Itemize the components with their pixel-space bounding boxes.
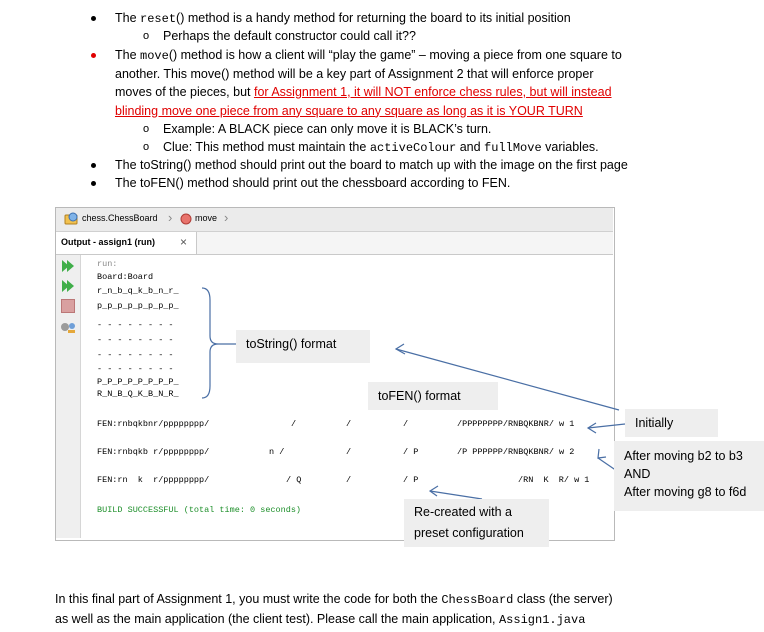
fen-line-b2b3: FEN:rnbqkb r/pppppppp/ (97, 447, 210, 457)
bullet-tofen: The toFEN() method should print out the chessboard according to FEN. (115, 176, 511, 190)
bracket (202, 288, 218, 398)
board-row: - - - - - - - - (97, 364, 174, 374)
fen-line-preset-part: / P (403, 475, 419, 485)
tab-output-label: Output - assign1 (run) (61, 237, 155, 247)
chevron-right-icon: › (168, 210, 173, 225)
fen-line-b2b3-part: /P PPPPPP/RNBQKBNR/ w 2 (457, 447, 575, 457)
footer-line2: as well as the main application (the client test). Please call the main application, Assign1.java (55, 612, 586, 627)
bullet-move-line3: moves of the pieces, but for Assignment 1, it will NOT enforce chess rules, but will instead (115, 85, 612, 99)
callout-initially: Initially (625, 409, 718, 437)
output-run-line: run: (97, 259, 118, 269)
fen-line-initial-part: / (291, 419, 297, 429)
fen-line-preset-part: / (346, 475, 352, 485)
callout-tostring: toString() format (236, 330, 370, 363)
breadcrumb-class[interactable]: chess.ChessBoard (82, 213, 158, 223)
bullet-move-line1: The move() method is how a client will “play the game” – moving a piece from one square to (115, 48, 622, 63)
board-row: p_p_p_p_p_p_p_p_ (97, 301, 179, 311)
board-row: - - - - - - - - (97, 320, 174, 330)
fen-line-initial-part: / (403, 419, 409, 429)
board-row: R_N_B_Q_K_B_N_R_ (97, 389, 179, 399)
board-row: - - - - - - - - (97, 335, 174, 345)
sub-bullet-marker: o (143, 123, 150, 135)
fen-line-b2b3-part: / (346, 447, 352, 457)
fen-line-initial-part: /PPPPPPPP/RNBQKBNR/ w 1 (457, 419, 575, 429)
fen-line-b2b3-part: / P (403, 447, 419, 457)
fen-line-preset-part: / Q (286, 475, 302, 485)
callout-recreated-line2: preset configuration (414, 526, 524, 540)
sub-bullet-marker: o (143, 30, 150, 42)
bullet-tostring: The toString() method should print out the board to match up with the image on the first page (115, 158, 628, 172)
callout-after-moves (614, 441, 764, 511)
build-status: BUILD SUCCESSFUL (total time: 0 seconds) (97, 505, 302, 515)
callout-recreated-line1: Re-created with a (414, 505, 512, 519)
fen-line-b2b3-part: n / (269, 447, 285, 457)
callout-after-g8: After moving g8 to f6d (624, 485, 747, 499)
board-row: P_P_P_P_P_P_P_P_ (97, 377, 179, 387)
bullet-move-example: Example: A BLACK piece can only move it is BLACK’s turn. (163, 122, 492, 136)
callout-after-b2: After moving b2 to b3 (624, 449, 743, 463)
arrow-recreated (430, 491, 482, 499)
breadcrumb-method[interactable]: move (195, 213, 218, 223)
callout-and: AND (624, 467, 651, 481)
chevron-right-icon: › (224, 210, 229, 225)
bullet-move-line4: blinding move one piece from any square to any square as long as it is YOUR TURN (115, 103, 583, 118)
fen-line-initial-part: / (346, 419, 352, 429)
fen-line-initial: FEN:rnbqkbnr/pppppppp/ (97, 419, 210, 429)
fen-line-preset-part: /RN K R/ w 1 (518, 475, 590, 485)
callout-tofen: toFEN() format (368, 382, 498, 410)
callout-recreated (404, 499, 549, 547)
close-icon[interactable]: × (180, 235, 188, 249)
board-row: r_n_b_q_k_b_n_r_ (97, 286, 179, 296)
output-board-label: Board:Board (97, 272, 154, 282)
bullet-reset-sub: Perhaps the default constructor could call it?? (163, 29, 416, 43)
fen-line-preset: FEN:rn k r/pppppppp/ (97, 475, 210, 485)
board-row: - - - - - - - - (97, 350, 174, 360)
sub-bullet-marker: o (143, 141, 150, 153)
bullet-move-clue: Clue: This method must maintain the activeColour and fullMove variables. (163, 140, 599, 155)
bullet-move-line2: another. This move() method will be a key part of Assignment 2 that will enforce proper (115, 66, 594, 81)
bullet-reset: The reset() method is a handy method for returning the board to its initial position (115, 11, 571, 26)
footer-line1: In this final part of Assignment 1, you must write the code for both the ChessBoard class (the server) (55, 592, 613, 607)
